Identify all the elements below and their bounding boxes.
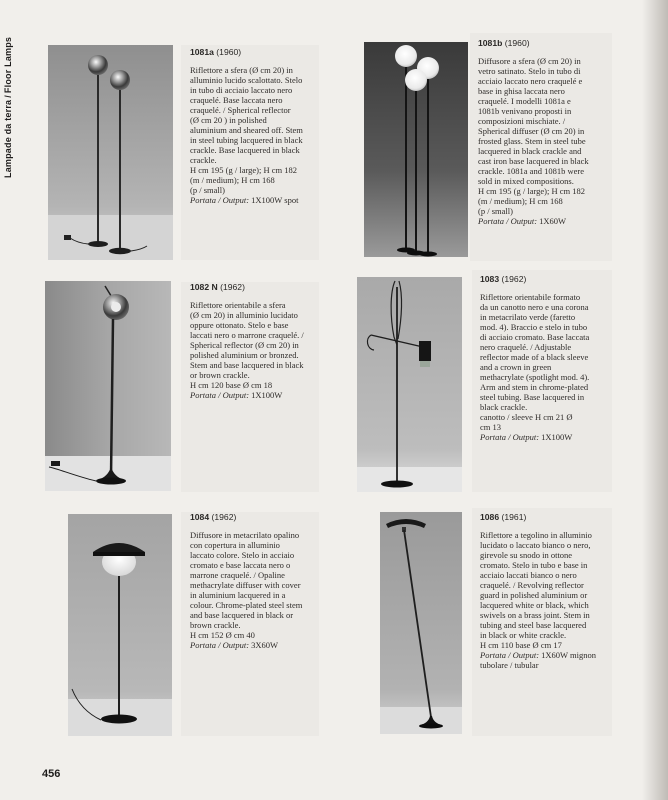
entry-description: Riflettore orientabile a sfera (Ø cm 20) in alluminio lucidato oppure ottonato. Stelo e base laccati nero o marrone craquelé. / Spherical reflector (Ø cm 20) in polished aluminium or bronzed. Stem and base lacquered in black or brown crackle. H cm 120 base Ø cm 18 — [190, 300, 304, 390]
entry-output — [190, 640, 319, 650]
output-value: 1X100W — [251, 390, 283, 400]
entry-title — [190, 512, 319, 523]
model-year: (1962) — [501, 274, 527, 284]
entry-description: Diffusore in metacrilato opalino con copertura in alluminio laccato colore. Stelo in acciaio cromato e base laccata nero o marrone craquelé. / Opaline methacrylate diffuser with cover in aluminium lacquered in a colour. Chrome-plated steel stem and base lacquered in black or brown crackle. H cm 152 Ø cm 40 — [190, 530, 303, 640]
entry-title — [478, 38, 612, 49]
photo-1081b — [364, 42, 468, 257]
output-label: Portata / Output: — [480, 432, 540, 442]
model-year: (1960) — [504, 38, 530, 48]
entry-title — [480, 274, 612, 285]
entry-output — [480, 432, 612, 442]
output-value: 1X100W — [541, 432, 573, 442]
photo-1084 — [68, 514, 172, 736]
section-label-en: Floor Lamps — [3, 36, 13, 94]
entry-description: Riflettore a tegolino in alluminio lucidato o laccato bianco o nero, girevole su snodo in ottone cromato. Stelo in tubo e base in acciaio laccati bianco o nero craquelé. / Revolving reflector guard in polished aluminium or lacquered white or black, which swivels on a brass joint. Stem in tubing and steel base lacquered in black or white crackle. H cm 110 base Ø cm 17 — [480, 530, 592, 650]
entry-1081a — [181, 45, 319, 260]
entry-1084 — [181, 512, 319, 736]
entry-output — [190, 390, 319, 400]
photo-1086 — [380, 512, 462, 734]
model-year: (1962) — [211, 512, 237, 522]
output-value: 1X100W spot — [251, 195, 299, 205]
entry-title — [190, 282, 319, 293]
output-value: 1X60W mignon tubolare / tubular — [480, 650, 597, 670]
entry-1083 — [472, 270, 612, 492]
output-label: Portata / Output: — [190, 640, 250, 650]
model-number: 1083 — [480, 274, 500, 284]
output-label: Portata / Output: — [478, 216, 538, 226]
model-number: 1086 — [480, 512, 500, 522]
output-value: 1X60W — [539, 216, 567, 226]
photo-1083 — [357, 277, 462, 492]
section-label-separator: / — [3, 95, 13, 98]
section-label — [3, 37, 13, 178]
photo-1082n — [45, 281, 171, 491]
model-year: (1962) — [220, 282, 245, 292]
model-number: 1081b — [478, 38, 503, 48]
model-number: 1082 N — [190, 282, 218, 292]
output-label: Portata / Output: — [190, 195, 250, 205]
entry-output — [478, 216, 612, 226]
entry-description: Riflettore a sfera (Ø cm 20) in alluminio lucido scalottato. Stelo in tubo di acciaio laccato nero craquelé. Base laccata nero craquelé. / Spherical reflector (Ø cm 20 ) in polished aluminium and sheared off. Stem in steel tubing lacquered in black crackle. Base lacquered in black crackle. H cm 195 (g / large); H cm 182 (m / medium); H cm 168 (p / small) — [190, 65, 303, 195]
model-number: 1084 — [190, 512, 210, 522]
output-value: 3X60W — [251, 640, 279, 650]
photo-1081a — [48, 45, 173, 260]
output-label: Portata / Output: — [190, 390, 250, 400]
entry-1086 — [472, 508, 612, 736]
entry-description: Diffusore a sfera (Ø cm 20) in vetro satinato. Stelo in tubo di acciaio laccato nero craquelé e base in ghisa laccata nero craquelé. I modelli 1081a e 1081b venivano proposti in composizioni mischiate. / Spherical diffuser (Ø cm 20) in frosted glass. Stem in steel tube lacquered in black crackle and cast iron base lacquered in black crackle. 1081a and 1081b were sold in mixed compositions. H cm 195 (g / large); H cm 182 (m / medium); H cm 168 (p / small) — [478, 56, 589, 216]
entry-output — [190, 195, 319, 205]
model-number: 1081a — [190, 47, 214, 57]
model-year: (1961) — [501, 512, 527, 522]
entry-title — [480, 512, 612, 523]
entry-1082n — [181, 282, 319, 492]
entry-title — [190, 47, 319, 58]
page-number: 456 — [42, 768, 61, 780]
entry-1081b — [470, 33, 612, 261]
entry-output — [480, 650, 612, 670]
section-label-it: Lampade da terra — [3, 99, 13, 178]
spine-shadow — [642, 0, 668, 800]
entry-description: Riflettore orientabile formato da un canotto nero e una corona in metacrilato verde (faretto mod. 4). Braccio e stelo in tubo di acciaio cromato. Base laccata nero craquelé. / Adjustable reflector made of a black sleeve and a crown in green methacrylate (spotlight mod. 4). Arm and stem in chrome-plated steel tubing. Base lacquered in black crackle. canotto / sleeve H cm 21 Ø cm 13 — [480, 292, 590, 432]
output-label: Portata / Output: — [480, 650, 540, 660]
model-year: (1960) — [216, 47, 242, 57]
